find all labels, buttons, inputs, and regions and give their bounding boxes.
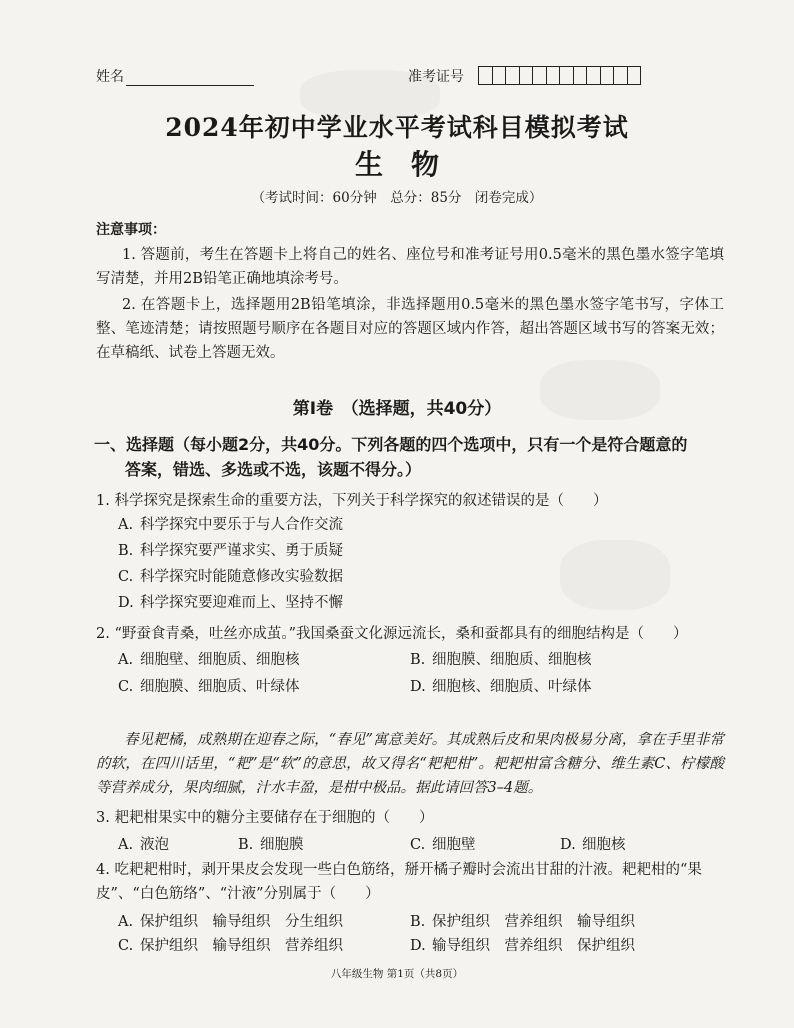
option-letter: C. (118, 569, 134, 585)
option-text: 细胞核、细胞质、叶绿体 (432, 679, 592, 695)
option-letter: C. (118, 938, 134, 954)
name-label: 姓名 (96, 69, 124, 85)
page-footer: 八年级生物 第1页（共8页） (330, 968, 464, 980)
part-title-line-2: 答案，错选、多选或不选，该题不得分。） (125, 460, 422, 479)
option-text: 保护组织 营养组织 输导组织 (432, 914, 635, 930)
question-4-option-c (118, 935, 343, 957)
exam-id-digit-box (546, 66, 561, 85)
option-letter: A. (118, 837, 134, 853)
exam-id-boxes (478, 66, 640, 85)
question-3-option-c (410, 834, 476, 856)
option-letter: B. (410, 652, 426, 668)
exam-id-digit-box (559, 66, 574, 85)
question-3-option-b (238, 834, 304, 856)
question-3-option-d (560, 834, 626, 856)
question-4-stem-line-1: 4. 吃耙耙柑时，剥开果皮会发现一些白色筋络，掰开橘子瓣时会流出甘甜的汁液。耙耙柑的“果 (96, 862, 702, 878)
exam-subject: 生物 (354, 148, 467, 181)
option-letter: D. (560, 837, 576, 853)
question-2-option-d (410, 676, 592, 698)
option-text: 细胞膜、细胞质、细胞核 (432, 652, 592, 668)
option-text: 细胞核 (582, 837, 626, 853)
exam-id-digit-box (586, 66, 601, 85)
notice-item-1: 1. 答题前，考生在答题卡上将自己的姓名、座位号和准考证号用0.5毫米的黑色墨水签字笔填写清楚，并用2B铅笔正确地填涂考号。 (96, 247, 724, 287)
question-1-stem: 1. 科学探究是探索生命的重要方法，下列关于科学探究的叙述错误的是（ ） (96, 493, 608, 509)
option-text: 保护组织 输导组织 营养组织 (140, 938, 343, 954)
exam-title: 2024年初中学业水平考试科目模拟考试 (165, 113, 629, 142)
question-1-option-a (118, 514, 343, 536)
option-text: 液泡 (140, 837, 169, 853)
name-blank-line (126, 71, 254, 86)
exam-id-digit-box (492, 66, 507, 85)
question-3-option-a (118, 834, 169, 856)
option-letter: B. (238, 837, 254, 853)
part-title-line-1: 一、选择题（每小题2分，共40分。下列各题的四个选项中，只有一个是符合题意的 (94, 435, 688, 454)
name-field (96, 66, 254, 86)
question-2-option-a (118, 649, 300, 671)
option-text: 科学探究要迎难而上、坚持不懈 (140, 595, 343, 611)
option-letter: A. (118, 652, 134, 668)
option-letter: C. (118, 679, 134, 695)
exam-id-digit-box (627, 66, 642, 85)
question-3-stem: 3. 耙耙柑果实中的糖分主要储存在于细胞的（ ） (96, 810, 434, 826)
question-4-stem-line-2: 皮”、“白色筋络”、“汁液”分别属于（ ） (96, 886, 380, 902)
question-4-option-a (118, 911, 343, 933)
option-text: 细胞膜 (260, 837, 304, 853)
option-letter: A. (118, 914, 134, 930)
question-2-stem: 2. “野蚕食青桑，吐丝亦成茧。”我国桑蚕文化源远流长，桑和蚕都具有的细胞结构是（ ） (96, 626, 688, 642)
scan-noise (560, 540, 670, 610)
exam-id-digit-box (613, 66, 628, 85)
question-1-option-b (118, 540, 343, 562)
exam-info: （考试时间：60分钟 总分：85分 闭卷完成） (251, 190, 543, 206)
exam-id-digit-box (505, 66, 520, 85)
reading-passage: 春见耙橘，成熟期在迎春之际，“春见”寓意美好。其成熟后皮和果肉极易分离，拿在手里非常的软，在四川话里，“耙”是“软”的意思，故又得名“耙耙柑”。耙耙柑富含糖分、维生素C、柠檬酸等营养成分，果肉细腻，汁水丰盈，是柑中极品。据此请回答3–4题。 (96, 732, 724, 796)
option-text: 科学探究要严谨求实、勇于质疑 (140, 543, 343, 559)
question-2-option-b (410, 649, 592, 671)
option-text: 细胞壁、细胞质、细胞核 (140, 652, 300, 668)
option-letter: D. (410, 679, 426, 695)
question-4-option-d (410, 935, 635, 957)
question-1-option-c (118, 566, 343, 588)
section-title: 第Ⅰ卷 （选择题，共40分） (292, 399, 502, 419)
question-1-option-d (118, 592, 343, 614)
exam-id-digit-box (532, 66, 547, 85)
option-letter: B. (118, 543, 134, 559)
option-text: 科学探究时能随意修改实验数据 (140, 569, 343, 585)
question-2-option-c (118, 676, 300, 698)
exam-id-digit-box (478, 66, 493, 85)
exam-id-label: 准考证号 (408, 69, 464, 85)
option-text: 细胞壁 (432, 837, 476, 853)
option-letter: C. (410, 837, 426, 853)
notice-title: 注意事项： (96, 222, 166, 238)
exam-id-digit-box (573, 66, 588, 85)
option-text: 保护组织 输导组织 分生组织 (140, 914, 343, 930)
question-4-option-b (410, 911, 635, 933)
notice-item-2: 2. 在答题卡上，选择题用2B铅笔填涂，非选择题用0.5毫米的黑色墨水签字笔书写，字体工整、笔迹清楚；请按照题号顺序在各题目对应的答题区域内作答，超出答题区域书写的答案无效；在草稿纸、试卷上答题无效。 (96, 297, 724, 361)
exam-id-digit-box (600, 66, 615, 85)
option-text: 细胞膜、细胞质、叶绿体 (140, 679, 300, 695)
option-letter: B. (410, 914, 426, 930)
option-letter: D. (118, 595, 134, 611)
option-letter: D. (410, 938, 426, 954)
option-text: 输导组织 营养组织 保护组织 (432, 938, 635, 954)
exam-id-digit-box (519, 66, 534, 85)
option-text: 科学探究中要乐于与人合作交流 (140, 517, 343, 533)
option-letter: A. (118, 517, 134, 533)
